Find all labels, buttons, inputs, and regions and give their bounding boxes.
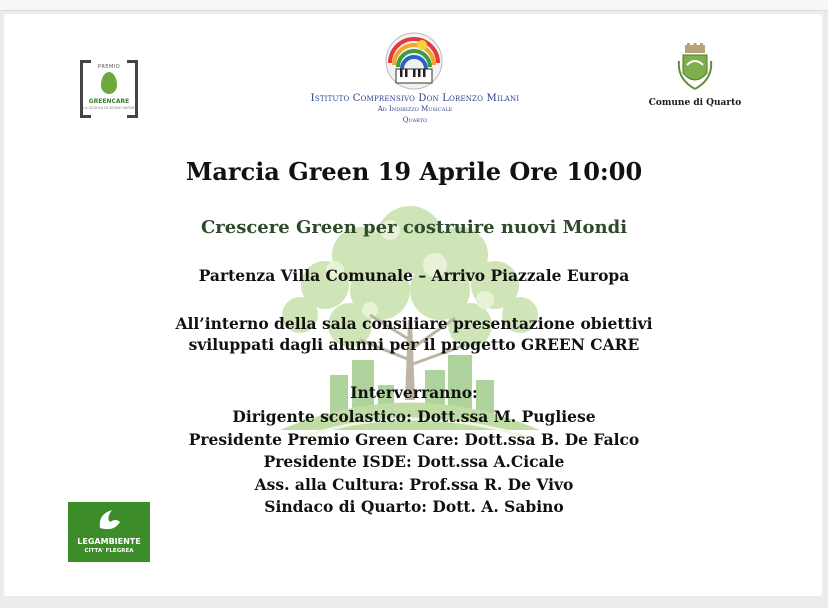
premio-tagline: LA SCUOLA DI SEGNO VERDE	[83, 106, 135, 110]
speaker-item: Presidente Premio Green Care: Dott.ssa B. De Falco	[188, 429, 640, 449]
premio-label: PREMIO	[97, 64, 121, 70]
swan-leaf-icon	[96, 508, 122, 532]
legambiente-sub: CITTA' FLEGREA	[84, 548, 134, 554]
premio-name: GREENCARE	[88, 98, 130, 105]
event-route: Partenza Villa Comunale – Arrivo Piazzale Europa	[198, 266, 630, 285]
school-name-line1: Istituto Comprensivo Don Lorenzo Milani	[310, 93, 520, 104]
legambiente-logo	[68, 502, 150, 562]
coat-of-arms-icon	[677, 43, 713, 91]
leaf-icon	[101, 72, 117, 94]
school-name-line2: Ad Indirizzo Musicale	[377, 105, 453, 113]
legambiente-name: LEGAMBIENTE	[77, 537, 141, 546]
speaker-item: Sindaco di Quarto: Dott. A. Sabino	[264, 497, 564, 516]
event-description-line2: sviluppati dagli alunni per il progetto GREEN CARE	[188, 335, 640, 354]
event-description	[0, 313, 828, 355]
piano-rainbow-emblem	[382, 31, 446, 91]
comune-label: Comune di Quarto	[648, 98, 742, 108]
speaker-item: Dirigente scolastico: Dott.ssa M. Pugliese	[232, 407, 596, 426]
speakers-heading: Interverranno:	[350, 383, 478, 402]
speaker-item: Presidente ISDE: Dott.ssa A.Cicale	[263, 452, 565, 471]
school-name	[270, 93, 560, 126]
premio-green-care-logo	[80, 58, 138, 116]
bottom-strip	[0, 598, 828, 608]
event-title: Marcia Green 19 Aprile Ore 10:00	[185, 157, 643, 186]
school-name-line3: Quarto	[402, 116, 428, 124]
event-subtitle: Crescere Green per costruire nuovi Mondi	[200, 217, 628, 238]
top-strip	[0, 0, 828, 11]
speaker-item: Ass. alla Cultura: Prof.ssa R. De Vivo	[254, 474, 574, 494]
event-description-line1: All’interno della sala consiliare presentazione obiettivi	[175, 314, 653, 333]
